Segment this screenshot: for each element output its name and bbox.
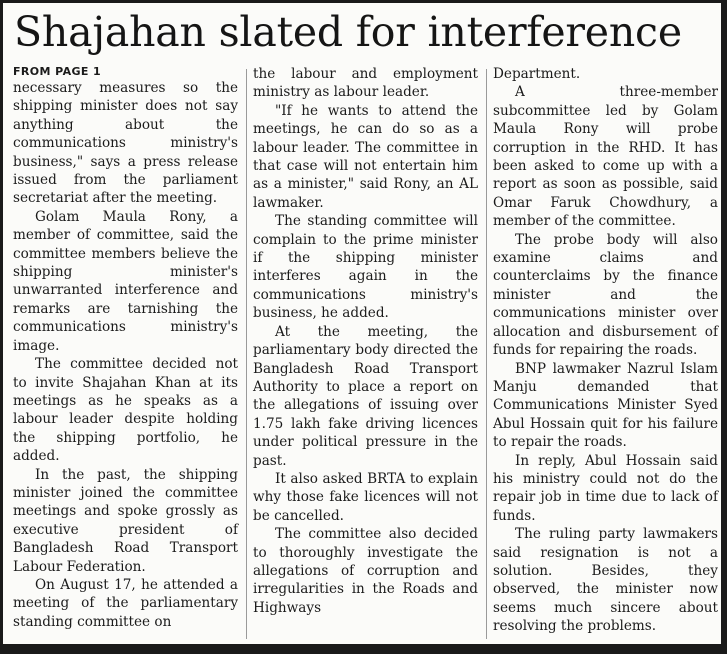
continuation-label: FROM PAGE 1 xyxy=(13,65,102,78)
paragraph: the labour and employment ministry as labour leader. xyxy=(253,66,478,101)
paragraph: The ruling party lawmakers said resignation is not a solution. Besides, they observed, the minister now seems much sincere about resolving the problems. xyxy=(493,526,718,635)
paragraph: The committee also decided to thoroughly investigate the allegations of corruption and irregularities in the Roads and Highways xyxy=(253,526,478,616)
article-column-3 xyxy=(493,65,718,636)
paragraph: In the past, the shipping minister joined the committee meetings and spoke grossly as executive president of Bangladesh Road Transport Labour Federation. xyxy=(13,466,238,575)
paragraph: necessary measures so the shipping minister does not say anything about the communications ministry's business," says a press release issued from the parliament secretariat after the meeting. xyxy=(13,80,238,207)
article-column-1 xyxy=(13,65,238,631)
paragraph: A three-member subcommittee led by Golam Maula Rony will probe corruption in the RHD. It has been asked to come up with a report as soon as possible, said Omar Faruk Chowdhury, a member of the committee. xyxy=(493,84,718,230)
paragraph: Golam Maula Rony, a member of committee, said the committee members believe the shipping minister's unwarranted interference and remarks are tarnishing the communications ministry's image. xyxy=(13,208,238,354)
paragraph: At the meeting, the parliamentary body directed the Bangladesh Road Transport Authority to place a report on the allegations of issuing over 1.75 lakh fake driving licences under political pressure in the past. xyxy=(253,323,478,469)
paragraph: The standing committee will complain to the prime minister if the shipping minister interferes again in the communications ministry's business, he added. xyxy=(253,213,478,322)
paragraph: BNP lawmaker Nazrul Islam Manju demanded that Communications Minister Syed Abul Hossain quit for his failure to repair the roads. xyxy=(493,360,718,451)
article-column-2 xyxy=(253,65,478,617)
paragraph: "If he wants to attend the meetings, he can do so as a labour leader. The committee in that case will not entertain him as a minister," said Rony, an AL lawmaker. xyxy=(253,102,478,211)
paragraph: In reply, Abul Hossain said his ministry could not do the repair job in time due to lack of funds. xyxy=(493,452,718,524)
paragraph: The committee decided not to invite Shajahan Khan at its meetings as he speaks as a labour leader despite holding the shipping portfolio, he added. xyxy=(13,356,238,465)
paragraph: It also asked BRTA to explain why those fake licences will not be cancelled. xyxy=(253,470,478,524)
column-rule xyxy=(486,69,487,639)
headline: Shajahan slated for interference xyxy=(14,8,682,56)
paragraph: On August 17, he attended a meeting of the parliamentary standing committee on xyxy=(13,576,238,630)
paragraph: The probe body will also examine claims and counterclaims by the finance minister and the communications minister over allocation and disbursement of funds for repairing the roads. xyxy=(493,231,718,359)
paragraph: Department. xyxy=(493,66,581,82)
column-rule xyxy=(246,69,247,639)
newspaper-clipping xyxy=(3,3,721,644)
